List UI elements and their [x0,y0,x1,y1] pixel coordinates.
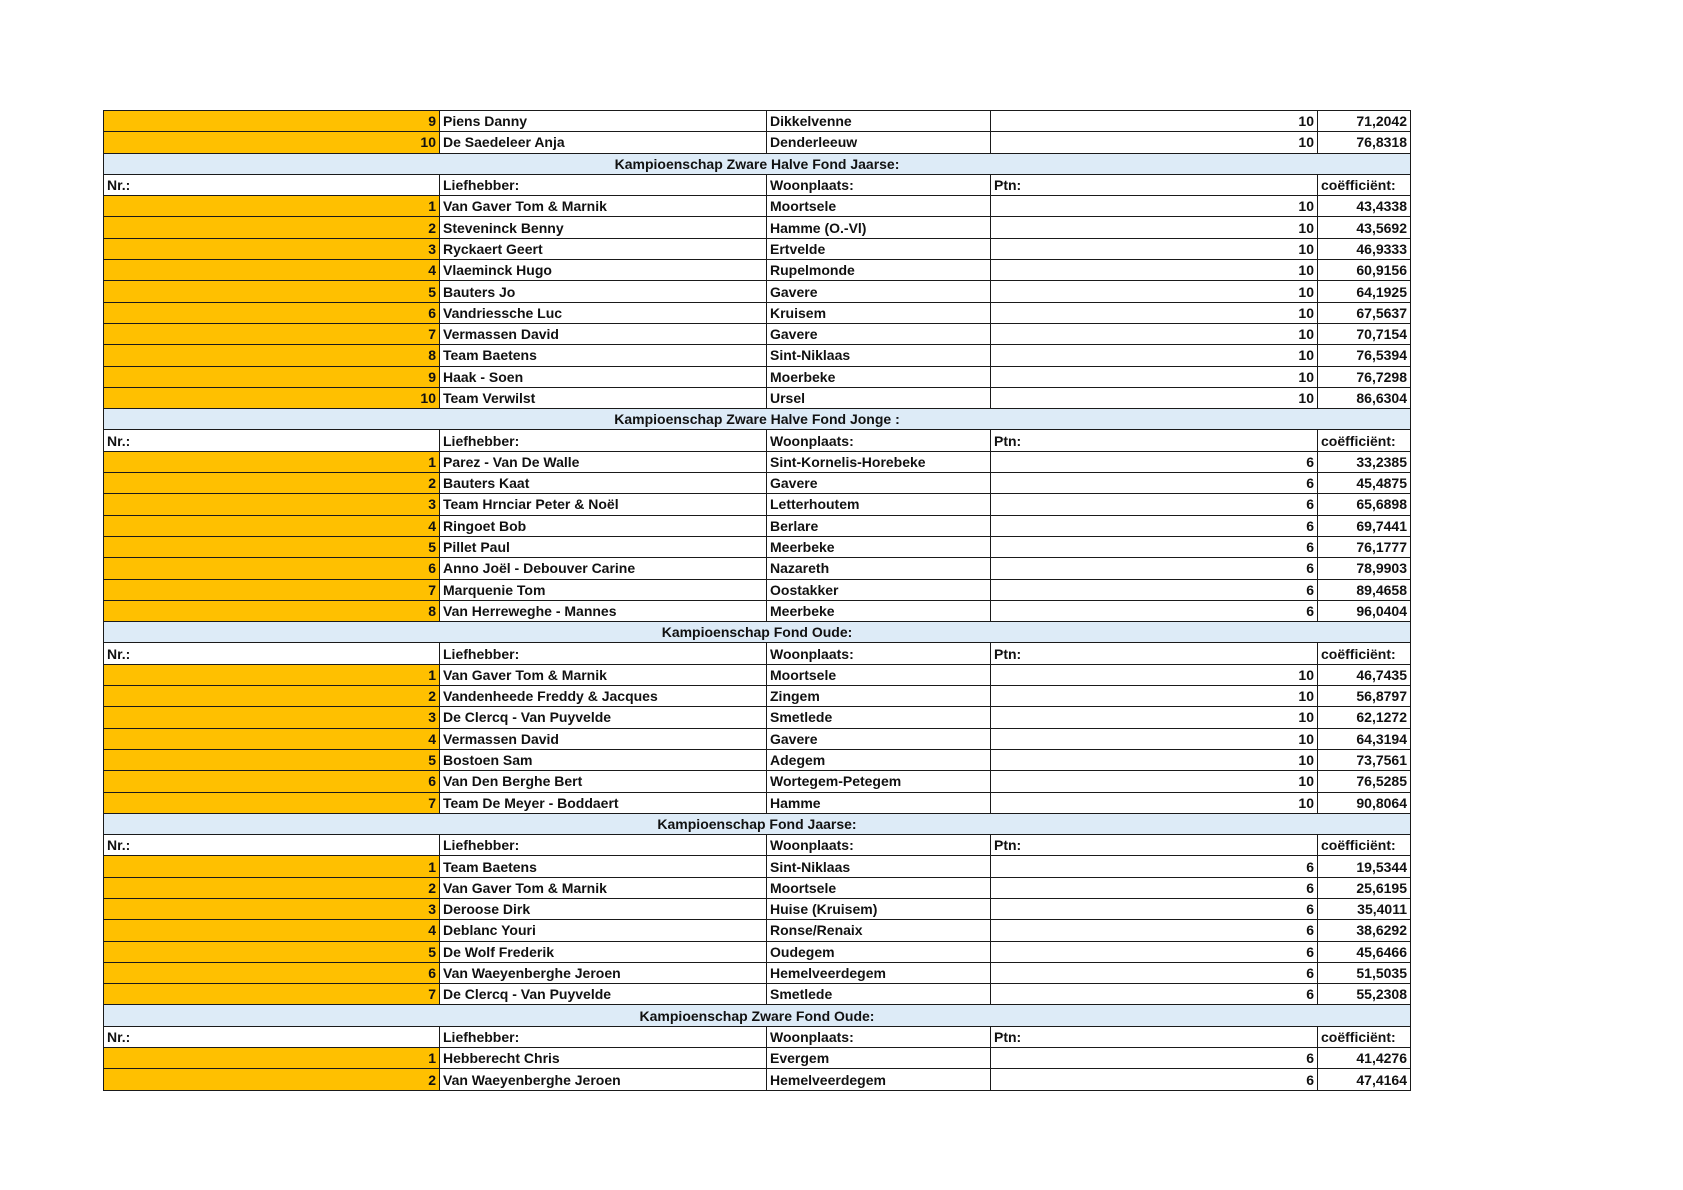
table-row [104,302,1411,323]
fancier-name-cell: Piens Danny [440,111,767,132]
section-title-row [104,813,1411,834]
fancier-name-cell: Vlaeminck Hugo [440,260,767,281]
points-cell: 6 [991,920,1318,941]
header-coefficient: coëfficiënt: [1318,174,1411,195]
fancier-name-cell: Team Baetens [440,345,767,366]
residence-cell: Hemelveerdegem [767,1069,991,1090]
fancier-name-cell: Parez - Van De Walle [440,451,767,472]
rank-cell: 4 [104,920,440,941]
rank-cell: 3 [104,238,440,259]
coefficient-cell: 73,7561 [1318,749,1411,770]
coefficient-cell: 38,6292 [1318,920,1411,941]
table-row [104,984,1411,1005]
rank-cell: 1 [104,196,440,217]
coefficient-cell: 55,2308 [1318,984,1411,1005]
points-cell: 6 [991,473,1318,494]
points-cell: 10 [991,111,1318,132]
rank-cell: 4 [104,728,440,749]
rank-cell: 5 [104,536,440,557]
coefficient-cell: 51,5035 [1318,962,1411,983]
column-header-row [104,643,1411,664]
fancier-name-cell: Ryckaert Geert [440,238,767,259]
table-row [104,728,1411,749]
points-cell: 6 [991,451,1318,472]
residence-cell: Gavere [767,323,991,344]
table-row [104,536,1411,557]
table-row [104,260,1411,281]
section-title: Kampioenschap Fond Oude: [104,622,1411,643]
header-nr: Nr.: [104,835,440,856]
header-woonplaats: Woonplaats: [767,174,991,195]
coefficient-cell: 64,3194 [1318,728,1411,749]
coefficient-cell: 45,4875 [1318,473,1411,494]
residence-cell: Meerbeke [767,536,991,557]
points-cell: 10 [991,323,1318,344]
points-cell: 6 [991,856,1318,877]
points-cell: 10 [991,749,1318,770]
points-cell: 10 [991,664,1318,685]
points-cell: 6 [991,558,1318,579]
residence-cell: Gavere [767,473,991,494]
table-row [104,217,1411,238]
table-row [104,579,1411,600]
coefficient-cell: 43,5692 [1318,217,1411,238]
residence-cell: Oudegem [767,941,991,962]
coefficient-cell: 89,4658 [1318,579,1411,600]
points-cell: 6 [991,579,1318,600]
rank-cell: 5 [104,749,440,770]
residence-cell: Ronse/Renaix [767,920,991,941]
residence-cell: Rupelmonde [767,260,991,281]
table-row [104,920,1411,941]
column-header-row [104,174,1411,195]
header-ptn: Ptn: [991,1026,1318,1047]
table-row [104,877,1411,898]
table-row [104,473,1411,494]
points-cell: 10 [991,260,1318,281]
header-ptn: Ptn: [991,835,1318,856]
points-cell: 10 [991,366,1318,387]
points-cell: 6 [991,898,1318,919]
fancier-name-cell: Van Den Berghe Bert [440,771,767,792]
fancier-name-cell: De Saedeleer Anja [440,132,767,153]
points-cell: 10 [991,686,1318,707]
points-cell: 10 [991,792,1318,813]
coefficient-cell: 46,9333 [1318,238,1411,259]
fancier-name-cell: Steveninck Benny [440,217,767,238]
coefficient-cell: 46,7435 [1318,664,1411,685]
coefficient-cell: 69,7441 [1318,515,1411,536]
table-row [104,366,1411,387]
residence-cell: Adegem [767,749,991,770]
table-row [104,558,1411,579]
coefficient-cell: 78,9903 [1318,558,1411,579]
fancier-name-cell: De Clercq - Van Puyvelde [440,707,767,728]
fancier-name-cell: Marquenie Tom [440,579,767,600]
header-woonplaats: Woonplaats: [767,643,991,664]
rank-cell: 7 [104,323,440,344]
residence-cell: Huise (Kruisem) [767,898,991,919]
points-cell: 10 [991,728,1318,749]
table-row [104,600,1411,621]
rank-cell: 7 [104,579,440,600]
fancier-name-cell: Bauters Kaat [440,473,767,494]
points-cell: 10 [991,387,1318,408]
fancier-name-cell: Anno Joël - Debouver Carine [440,558,767,579]
header-coefficient: coëfficiënt: [1318,1026,1411,1047]
points-cell: 10 [991,238,1318,259]
residence-cell: Wortegem-Petegem [767,771,991,792]
table-row [104,451,1411,472]
coefficient-cell: 71,2042 [1318,111,1411,132]
header-liefhebber: Liefhebber: [440,1026,767,1047]
table-row [104,132,1411,153]
coefficient-cell: 43,4338 [1318,196,1411,217]
header-liefhebber: Liefhebber: [440,174,767,195]
rank-cell: 3 [104,494,440,515]
table-row [104,707,1411,728]
fancier-name-cell: Van Waeyenberghe Jeroen [440,962,767,983]
table-row [104,323,1411,344]
coefficient-cell: 90,8064 [1318,792,1411,813]
table-row [104,515,1411,536]
table-row [104,941,1411,962]
rank-cell: 9 [104,366,440,387]
points-cell: 6 [991,1069,1318,1090]
fancier-name-cell: Hebberecht Chris [440,1048,767,1069]
points-cell: 10 [991,345,1318,366]
residence-cell: Evergem [767,1048,991,1069]
residence-cell: Zingem [767,686,991,707]
rank-cell: 2 [104,473,440,494]
coefficient-cell: 35,4011 [1318,898,1411,919]
table-row [104,898,1411,919]
fancier-name-cell: Pillet Paul [440,536,767,557]
residence-cell: Nazareth [767,558,991,579]
residence-cell: Smetlede [767,984,991,1005]
rank-cell: 10 [104,132,440,153]
coefficient-cell: 64,1925 [1318,281,1411,302]
rank-cell: 10 [104,387,440,408]
column-header-row [104,430,1411,451]
table-row [104,387,1411,408]
results-sheet-body [104,111,1411,1091]
table-row [104,749,1411,770]
residence-cell: Meerbeke [767,600,991,621]
fancier-name-cell: Deblanc Youri [440,920,767,941]
points-cell: 6 [991,941,1318,962]
section-title-row [104,1005,1411,1026]
section-title-row [104,409,1411,430]
rank-cell: 6 [104,558,440,579]
fancier-name-cell: Van Gaver Tom & Marnik [440,664,767,685]
points-cell: 10 [991,771,1318,792]
residence-cell: Gavere [767,728,991,749]
rank-cell: 9 [104,111,440,132]
points-cell: 10 [991,707,1318,728]
points-cell: 6 [991,1048,1318,1069]
header-liefhebber: Liefhebber: [440,430,767,451]
residence-cell: Hamme [767,792,991,813]
header-coefficient: coëfficiënt: [1318,835,1411,856]
residence-cell: Letterhoutem [767,494,991,515]
points-cell: 6 [991,536,1318,557]
fancier-name-cell: Team Hrnciar Peter & Noël [440,494,767,515]
section-title: Kampioenschap Fond Jaarse: [104,813,1411,834]
fancier-name-cell: Bostoen Sam [440,749,767,770]
table-row [104,1069,1411,1090]
rank-cell: 3 [104,898,440,919]
column-header-row [104,1026,1411,1047]
residence-cell: Smetlede [767,707,991,728]
points-cell: 10 [991,196,1318,217]
rank-cell: 4 [104,515,440,536]
residence-cell: Ertvelde [767,238,991,259]
header-woonplaats: Woonplaats: [767,1026,991,1047]
points-cell: 6 [991,962,1318,983]
rank-cell: 8 [104,600,440,621]
table-row [104,962,1411,983]
rank-cell: 1 [104,856,440,877]
fancier-name-cell: Bauters Jo [440,281,767,302]
fancier-name-cell: Vandenheede Freddy & Jacques [440,686,767,707]
residence-cell: Sint-Kornelis-Horebeke [767,451,991,472]
fancier-name-cell: Vandriessche Luc [440,302,767,323]
fancier-name-cell: Ringoet Bob [440,515,767,536]
section-title: Kampioenschap Zware Halve Fond Jonge : [104,409,1411,430]
fancier-name-cell: Vermassen David [440,728,767,749]
rank-cell: 2 [104,217,440,238]
coefficient-cell: 96,0404 [1318,600,1411,621]
coefficient-cell: 33,2385 [1318,451,1411,472]
fancier-name-cell: Van Gaver Tom & Marnik [440,877,767,898]
coefficient-cell: 56,8797 [1318,686,1411,707]
coefficient-cell: 62,1272 [1318,707,1411,728]
residence-cell: Hemelveerdegem [767,962,991,983]
section-title: Kampioenschap Zware Halve Fond Jaarse: [104,153,1411,174]
points-cell: 10 [991,281,1318,302]
points-cell: 6 [991,877,1318,898]
coefficient-cell: 76,5394 [1318,345,1411,366]
residence-cell: Berlare [767,515,991,536]
fancier-name-cell: Van Waeyenberghe Jeroen [440,1069,767,1090]
residence-cell: Moortsele [767,664,991,685]
table-row [104,771,1411,792]
table-row [104,196,1411,217]
residence-cell: Moortsele [767,877,991,898]
rank-cell: 2 [104,877,440,898]
header-nr: Nr.: [104,1026,440,1047]
results-sheet [103,110,1411,1091]
coefficient-cell: 76,8318 [1318,132,1411,153]
fancier-name-cell: Team Verwilst [440,387,767,408]
rank-cell: 1 [104,664,440,685]
section-title-row [104,622,1411,643]
points-cell: 10 [991,132,1318,153]
rank-cell: 2 [104,1069,440,1090]
rank-cell: 4 [104,260,440,281]
fancier-name-cell: Team Baetens [440,856,767,877]
residence-cell: Ursel [767,387,991,408]
table-row [104,1048,1411,1069]
residence-cell: Hamme (O.-Vl) [767,217,991,238]
table-row [104,792,1411,813]
coefficient-cell: 19,5344 [1318,856,1411,877]
coefficient-cell: 45,6466 [1318,941,1411,962]
coefficient-cell: 76,1777 [1318,536,1411,557]
header-woonplaats: Woonplaats: [767,430,991,451]
fancier-name-cell: Vermassen David [440,323,767,344]
coefficient-cell: 65,6898 [1318,494,1411,515]
residence-cell: Sint-Niklaas [767,345,991,366]
table-row [104,856,1411,877]
header-liefhebber: Liefhebber: [440,835,767,856]
points-cell: 6 [991,984,1318,1005]
header-coefficient: coëfficiënt: [1318,430,1411,451]
table-row [104,494,1411,515]
points-cell: 10 [991,217,1318,238]
coefficient-cell: 25,6195 [1318,877,1411,898]
rank-cell: 7 [104,792,440,813]
rank-cell: 7 [104,984,440,1005]
header-woonplaats: Woonplaats: [767,835,991,856]
header-liefhebber: Liefhebber: [440,643,767,664]
table-row [104,345,1411,366]
residence-cell: Moerbeke [767,366,991,387]
points-cell: 6 [991,600,1318,621]
coefficient-cell: 67,5637 [1318,302,1411,323]
residence-cell: Denderleeuw [767,132,991,153]
coefficient-cell: 76,5285 [1318,771,1411,792]
rank-cell: 1 [104,1048,440,1069]
table-row [104,686,1411,707]
section-title: Kampioenschap Zware Fond Oude: [104,1005,1411,1026]
points-cell: 10 [991,302,1318,323]
header-ptn: Ptn: [991,430,1318,451]
fancier-name-cell: Deroose Dirk [440,898,767,919]
residence-cell: Dikkelvenne [767,111,991,132]
rank-cell: 6 [104,302,440,323]
residence-cell: Sint-Niklaas [767,856,991,877]
coefficient-cell: 76,7298 [1318,366,1411,387]
rank-cell: 1 [104,451,440,472]
fancier-name-cell: Van Gaver Tom & Marnik [440,196,767,217]
coefficient-cell: 60,9156 [1318,260,1411,281]
rank-cell: 6 [104,962,440,983]
residence-cell: Moortsele [767,196,991,217]
column-header-row [104,835,1411,856]
points-cell: 6 [991,515,1318,536]
section-title-row [104,153,1411,174]
table-row [104,111,1411,132]
fancier-name-cell: De Wolf Frederik [440,941,767,962]
header-ptn: Ptn: [991,174,1318,195]
table-row [104,238,1411,259]
table-row [104,664,1411,685]
rank-cell: 5 [104,941,440,962]
coefficient-cell: 41,4276 [1318,1048,1411,1069]
coefficient-cell: 70,7154 [1318,323,1411,344]
residence-cell: Gavere [767,281,991,302]
residence-cell: Kruisem [767,302,991,323]
fancier-name-cell: De Clercq - Van Puyvelde [440,984,767,1005]
rank-cell: 3 [104,707,440,728]
header-nr: Nr.: [104,430,440,451]
header-coefficient: coëfficiënt: [1318,643,1411,664]
fancier-name-cell: Haak - Soen [440,366,767,387]
residence-cell: Oostakker [767,579,991,600]
rank-cell: 6 [104,771,440,792]
header-nr: Nr.: [104,174,440,195]
coefficient-cell: 47,4164 [1318,1069,1411,1090]
fancier-name-cell: Team De Meyer - Boddaert [440,792,767,813]
rank-cell: 2 [104,686,440,707]
fancier-name-cell: Van Herreweghe - Mannes [440,600,767,621]
header-nr: Nr.: [104,643,440,664]
rank-cell: 8 [104,345,440,366]
rank-cell: 5 [104,281,440,302]
table-row [104,281,1411,302]
points-cell: 6 [991,494,1318,515]
coefficient-cell: 86,6304 [1318,387,1411,408]
header-ptn: Ptn: [991,643,1318,664]
